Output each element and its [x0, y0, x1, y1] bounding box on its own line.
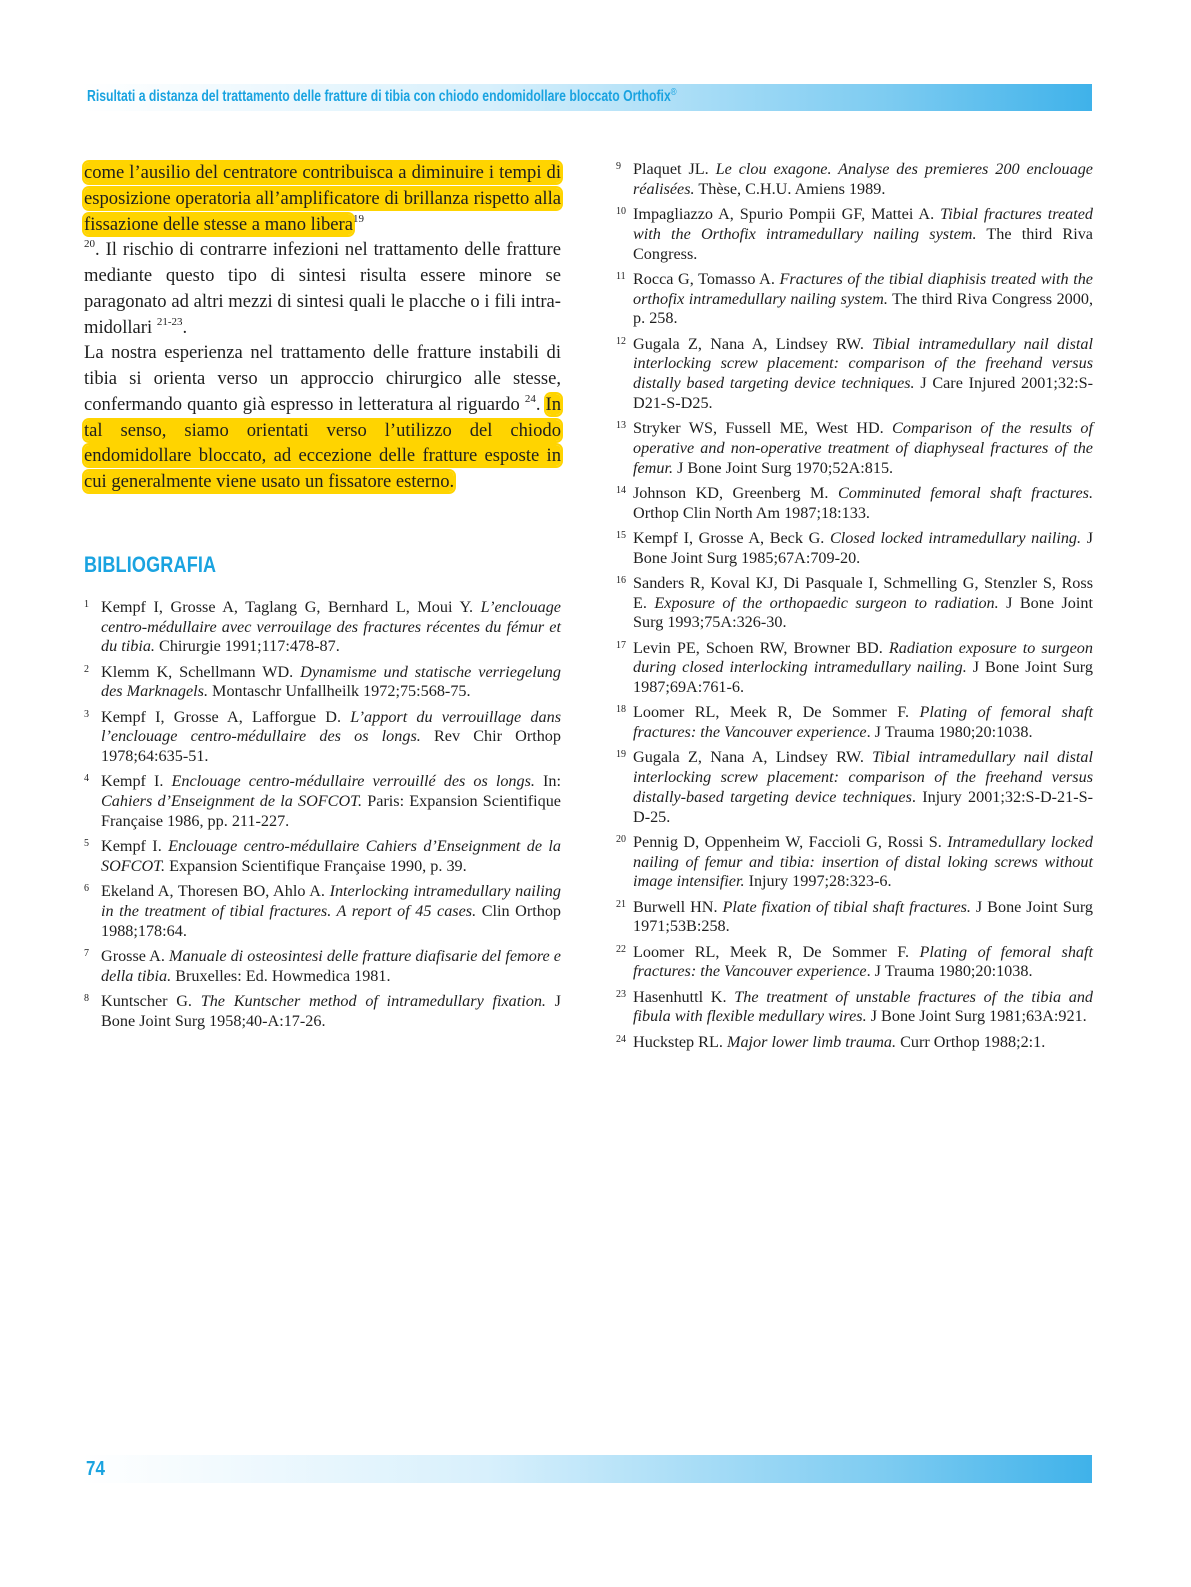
reference-source: J Bone Joint Surg 1970;52A:815.: [673, 458, 894, 477]
reference-item: [84, 837, 561, 877]
reference-source: In:: [534, 772, 562, 791]
reference-source: J Bone Joint Surg 1987;69A:761-6.: [633, 658, 1093, 696]
reference-number: 1: [84, 598, 89, 610]
reference-authors: Kempf I, Grosse A, Lafforgue D.: [101, 707, 351, 726]
reference-number: 3: [84, 708, 89, 720]
left-column: [84, 160, 561, 1037]
running-header: [82, 84, 1092, 111]
running-header-title: Risultati a distanza del trattamento delle fratture di tibia con chiodo endomidollare bloccato Orthofix®: [87, 87, 677, 106]
reference-item: [616, 335, 1093, 414]
reference-authors: Ekeland A, Thoresen BO, Ahlo A.: [101, 882, 330, 900]
reference-authors: Levin PE, Schoen RW, Browner BD.: [633, 638, 889, 657]
reference-source: Bruxelles: Ed. Howmedica 1981.: [171, 966, 391, 985]
reference-number: 8: [84, 992, 89, 1004]
reference-source: Montaschr Unfallheilk 1972;75:568-75.: [208, 682, 471, 701]
reference-authors: Hasenhuttl K.: [633, 987, 735, 1006]
reference-title: Comparison of the results of operative and non-operative treatment of diaphyseal fractures of the femur.: [633, 419, 1093, 477]
reference-authors: Kempf I.: [101, 772, 172, 791]
reference-source: J Bone Joint Surg 1985;67A:709-20.: [633, 528, 1093, 567]
citation-20: 20: [84, 238, 95, 251]
body-text-2: .: [182, 316, 188, 338]
reference-item: [616, 703, 1093, 743]
reference-number: 14: [616, 484, 626, 496]
reference-number: 17: [616, 639, 626, 651]
reference-number: 7: [84, 947, 89, 959]
reference-item: [616, 639, 1093, 698]
reference-number: 18: [616, 704, 626, 716]
reference-item: [616, 898, 1093, 938]
reference-source: J Bone Joint Surg 1971;53B:258.: [633, 897, 1094, 936]
highlight-1[interactable]: come l’ausilio del centratore contribuisca a diminuire i tempi di esposizione operatoria all’amplificatore di brillanza rispetto alla fissazione delle stesse a mano libera: [84, 162, 561, 235]
body-paragraph-1: [84, 160, 561, 340]
reference-item: [84, 992, 561, 1032]
reference-source: Paris: Expansion Scientifique Française 1986, pp. 211-227.: [101, 792, 561, 830]
body-paragraph-2: [84, 340, 561, 495]
reference-title: Dynamisme und statische verriegelung des Marknagels.: [101, 662, 561, 701]
reference-authors: Sanders R, Koval KJ, Di Pasquale I, Schmelling G, Stenzler S, Ross E.: [633, 573, 1093, 612]
reference-source: Orthop Clin North Am 1987;18:133.: [633, 503, 870, 522]
reference-title: Enclouage centro-médullaire verrouillé des os longs.: [171, 772, 535, 791]
reference-title: The treatment of unstable fractures of the tibia and fibula with flexible medullary wires.: [633, 987, 1094, 1026]
highlight-2[interactable]: In tal senso, siamo orientati verso l’utilizzo del chiodo endomidollare bloccato, ad eccezione delle fratture esposte in cui generalmente viene usato un fissatore esterno.: [84, 393, 561, 492]
registered-mark: ®: [670, 87, 677, 98]
reference-title: Plating of femoral shaft fractures: the Vancouver experience: [633, 942, 1094, 981]
reference-number: 22: [616, 943, 626, 955]
reference-number: 24: [616, 1033, 626, 1045]
reference-item: [616, 484, 1093, 524]
reference-authors: Plaquet JL.: [633, 160, 716, 178]
body-text-3: La nostra esperienza nel trattamento delle fratture instabili di tibia si orienta verso un approccio chirurgico alle stesse, confermando quanto già espresso in letteratura al riguardo: [84, 342, 561, 415]
reference-item: [616, 160, 1093, 200]
reference-title: Interlocking intramedullary nailing in the treatment of tibial fractures. A report of 45 cases.: [101, 882, 561, 920]
reference-number: 16: [616, 574, 626, 586]
reference-item: [84, 947, 561, 987]
reference-source: J Care Injured 2001;32:S-D21-S-D25.: [633, 374, 1093, 412]
reference-number: 11: [616, 270, 626, 282]
citation-21-23: 21-23: [156, 315, 183, 328]
reference-source: Curr Orthop 1988;2:1.: [896, 1032, 1046, 1051]
reference-number: 20: [616, 833, 626, 845]
reference-authors: Stryker WS, Fussell ME, West HD.: [633, 419, 893, 437]
reference-title: Tibial fractures treated with the Orthofix intramedullary nailing system.: [633, 205, 1093, 243]
right-column: [616, 160, 1093, 1058]
reference-source: . J Trauma 1980;20:1038.: [866, 962, 1033, 981]
reference-list-left: [84, 598, 561, 1032]
reference-item: [616, 748, 1093, 827]
reference-number: 15: [616, 529, 626, 541]
page-footer: [82, 1455, 1092, 1483]
reference-item: [616, 988, 1093, 1028]
reference-source: . J Trauma 1980;20:1038.: [866, 723, 1033, 741]
reference-item: [84, 772, 561, 831]
reference-title: Le clou exagone. Analyse des premieres 200 enclouage réalisées.: [633, 160, 1093, 198]
reference-title: Enclouage centro-médullaire Cahiers d’Enseignment de la SOFCOT.: [101, 837, 561, 875]
reference-title: Comminuted femoral shaft fractures.: [838, 483, 1093, 502]
reference-title: Intramedullary locked nailing of femur and tibia: insertion of distal loking screws without image intensifier.: [633, 832, 1093, 891]
reference-source: Thèse, C.H.U. Amiens 1989.: [694, 179, 886, 198]
reference-source: Injury 1997;28:323-6.: [744, 872, 892, 891]
reference-item: [616, 943, 1093, 983]
reference-number: 5: [84, 838, 89, 849]
reference-source: . Injury 2001;32:S-D-21-S-D-25.: [633, 787, 1094, 826]
reference-source: J Bone Joint Surg 1993;75A:326-30.: [633, 593, 1093, 632]
reference-number: 6: [84, 883, 89, 894]
reference-number: 9: [616, 161, 621, 172]
reference-source: Rev Chir Orthop 1978;64:635-51.: [101, 727, 561, 765]
reference-source: J Bone Joint Surg 1958;40-A:17-26.: [101, 991, 561, 1030]
reference-authors: Gugala Z, Nana A, Lindsey RW.: [633, 334, 873, 353]
reference-item: [616, 270, 1093, 329]
reference-title: Fractures of the tibial diaphisis treated with the orthofix intramedullary nailing system.: [633, 269, 1093, 308]
reference-authors: Grosse A.: [101, 946, 169, 965]
reference-authors: Rocca G, Tomasso A.: [633, 269, 780, 288]
reference-authors: Impagliazzo A, Spurio Pompii GF, Mattei A.: [633, 205, 941, 223]
reference-title: L’apport du verrouillage dans l’enclouage centro-médullaire des os longs.: [101, 707, 561, 746]
reference-authors: Loomer RL, Meek R, De Sommer F.: [633, 703, 920, 722]
reference-item: [616, 529, 1093, 569]
reference-authors: Gugala Z, Nana A, Lindsey RW.: [633, 748, 873, 767]
reference-title: Plate fixation of tibial shaft fractures.: [722, 897, 971, 916]
reference-title: Manuale di osteosintesi delle fratture diafisarie del femore e della tibia.: [101, 946, 561, 985]
reference-authors: Kempf I.: [101, 837, 169, 855]
reference-source: Chirurgie 1991;117:478-87.: [154, 637, 340, 656]
reference-title: Cahiers d’Enseignment de la SOFCOT.: [101, 792, 362, 810]
reference-authors: Loomer RL, Meek R, De Sommer F.: [633, 942, 920, 961]
reference-item: [84, 598, 561, 657]
reference-title: Tibial intramedullary nail distal interlocking screw placement: comparison of the freehand versus distally-based targeting device techniques: [633, 748, 1093, 806]
reference-item: [616, 1033, 1093, 1053]
reference-number: 2: [84, 663, 89, 675]
body-text-4: .: [535, 393, 546, 415]
reference-title: Tibial intramedullary nail distal interlocking screw placement: comparison of the freehand versus distally based targeting device techniques.: [633, 334, 1093, 392]
reference-title: Plating of femoral shaft fractures: the Vancouver experience: [633, 703, 1094, 741]
reference-authors: Huckstep RL.: [633, 1032, 727, 1051]
reference-authors: Kempf I, Grosse A, Beck G.: [633, 528, 830, 547]
reference-number: 10: [616, 206, 626, 217]
page-number: 74: [86, 1458, 105, 1480]
reference-source: Expansion Scientifique Française 1990, p. 39.: [165, 856, 467, 875]
reference-item: [84, 663, 561, 703]
body-text-1: . Il rischio di contrarre infezioni nel trattamento delle fratture mediante questo tipo di sintesi risulta essere minore se paragonato ad altri mezzi di sintesi quali le placche o i fili intra-midollari: [84, 239, 561, 338]
reference-authors: Johnson KD, Greenberg M.: [633, 483, 838, 502]
reference-authors: Burwell HN.: [633, 897, 723, 916]
reference-item: [616, 419, 1093, 478]
reference-source: J Bone Joint Surg 1981;63A:921.: [866, 1007, 1087, 1026]
reference-number: 12: [616, 335, 626, 347]
reference-number: 21: [616, 898, 626, 910]
reference-item: [616, 574, 1093, 633]
reference-item: [616, 833, 1093, 892]
reference-authors: Pennig D, Oppenheim W, Faccioli G, Rossi S.: [633, 832, 948, 851]
bibliography-heading: BIBLIOGRAFIA: [84, 551, 217, 577]
reference-title: L’enclouage centro-médullaire avec verrouilage des fractures récentes du fémur et du tibia.: [101, 597, 561, 656]
reference-number: 13: [616, 420, 626, 431]
citation-24: 24: [524, 392, 536, 405]
reference-authors: Klemm K, Schellmann WD.: [101, 662, 301, 681]
reference-number: 23: [616, 988, 626, 1000]
reference-list-right: [616, 160, 1093, 1052]
reference-source: The third Riva Congress.: [633, 224, 1093, 263]
reference-item: [84, 882, 561, 941]
reference-title: Closed locked intramedullary nailing.: [829, 528, 1082, 547]
reference-authors: Kuntscher G.: [101, 991, 201, 1010]
reference-item: [84, 708, 561, 767]
reference-title: Radiation exposure to surgeon during closed interlocking intramedullary nailing.: [633, 638, 1093, 677]
citation-19: 19: [353, 212, 364, 225]
reference-authors: Kempf I, Grosse A, Taglang G, Bernhard L, Moui Y.: [101, 597, 481, 616]
reference-number: 19: [616, 749, 626, 761]
reference-title: The Kuntscher method of intramedullary fixation.: [200, 991, 546, 1010]
reference-number: 4: [84, 773, 89, 785]
reference-title: Exposure of the orthopaedic surgeon to radiation.: [654, 593, 999, 612]
reference-item: [616, 205, 1093, 264]
reference-source: Clin Orthop 1988;178:64.: [101, 901, 562, 940]
reference-title: Major lower limb trauma.: [726, 1032, 897, 1051]
reference-source: The third Riva Congress 2000, p. 258.: [633, 289, 1093, 328]
